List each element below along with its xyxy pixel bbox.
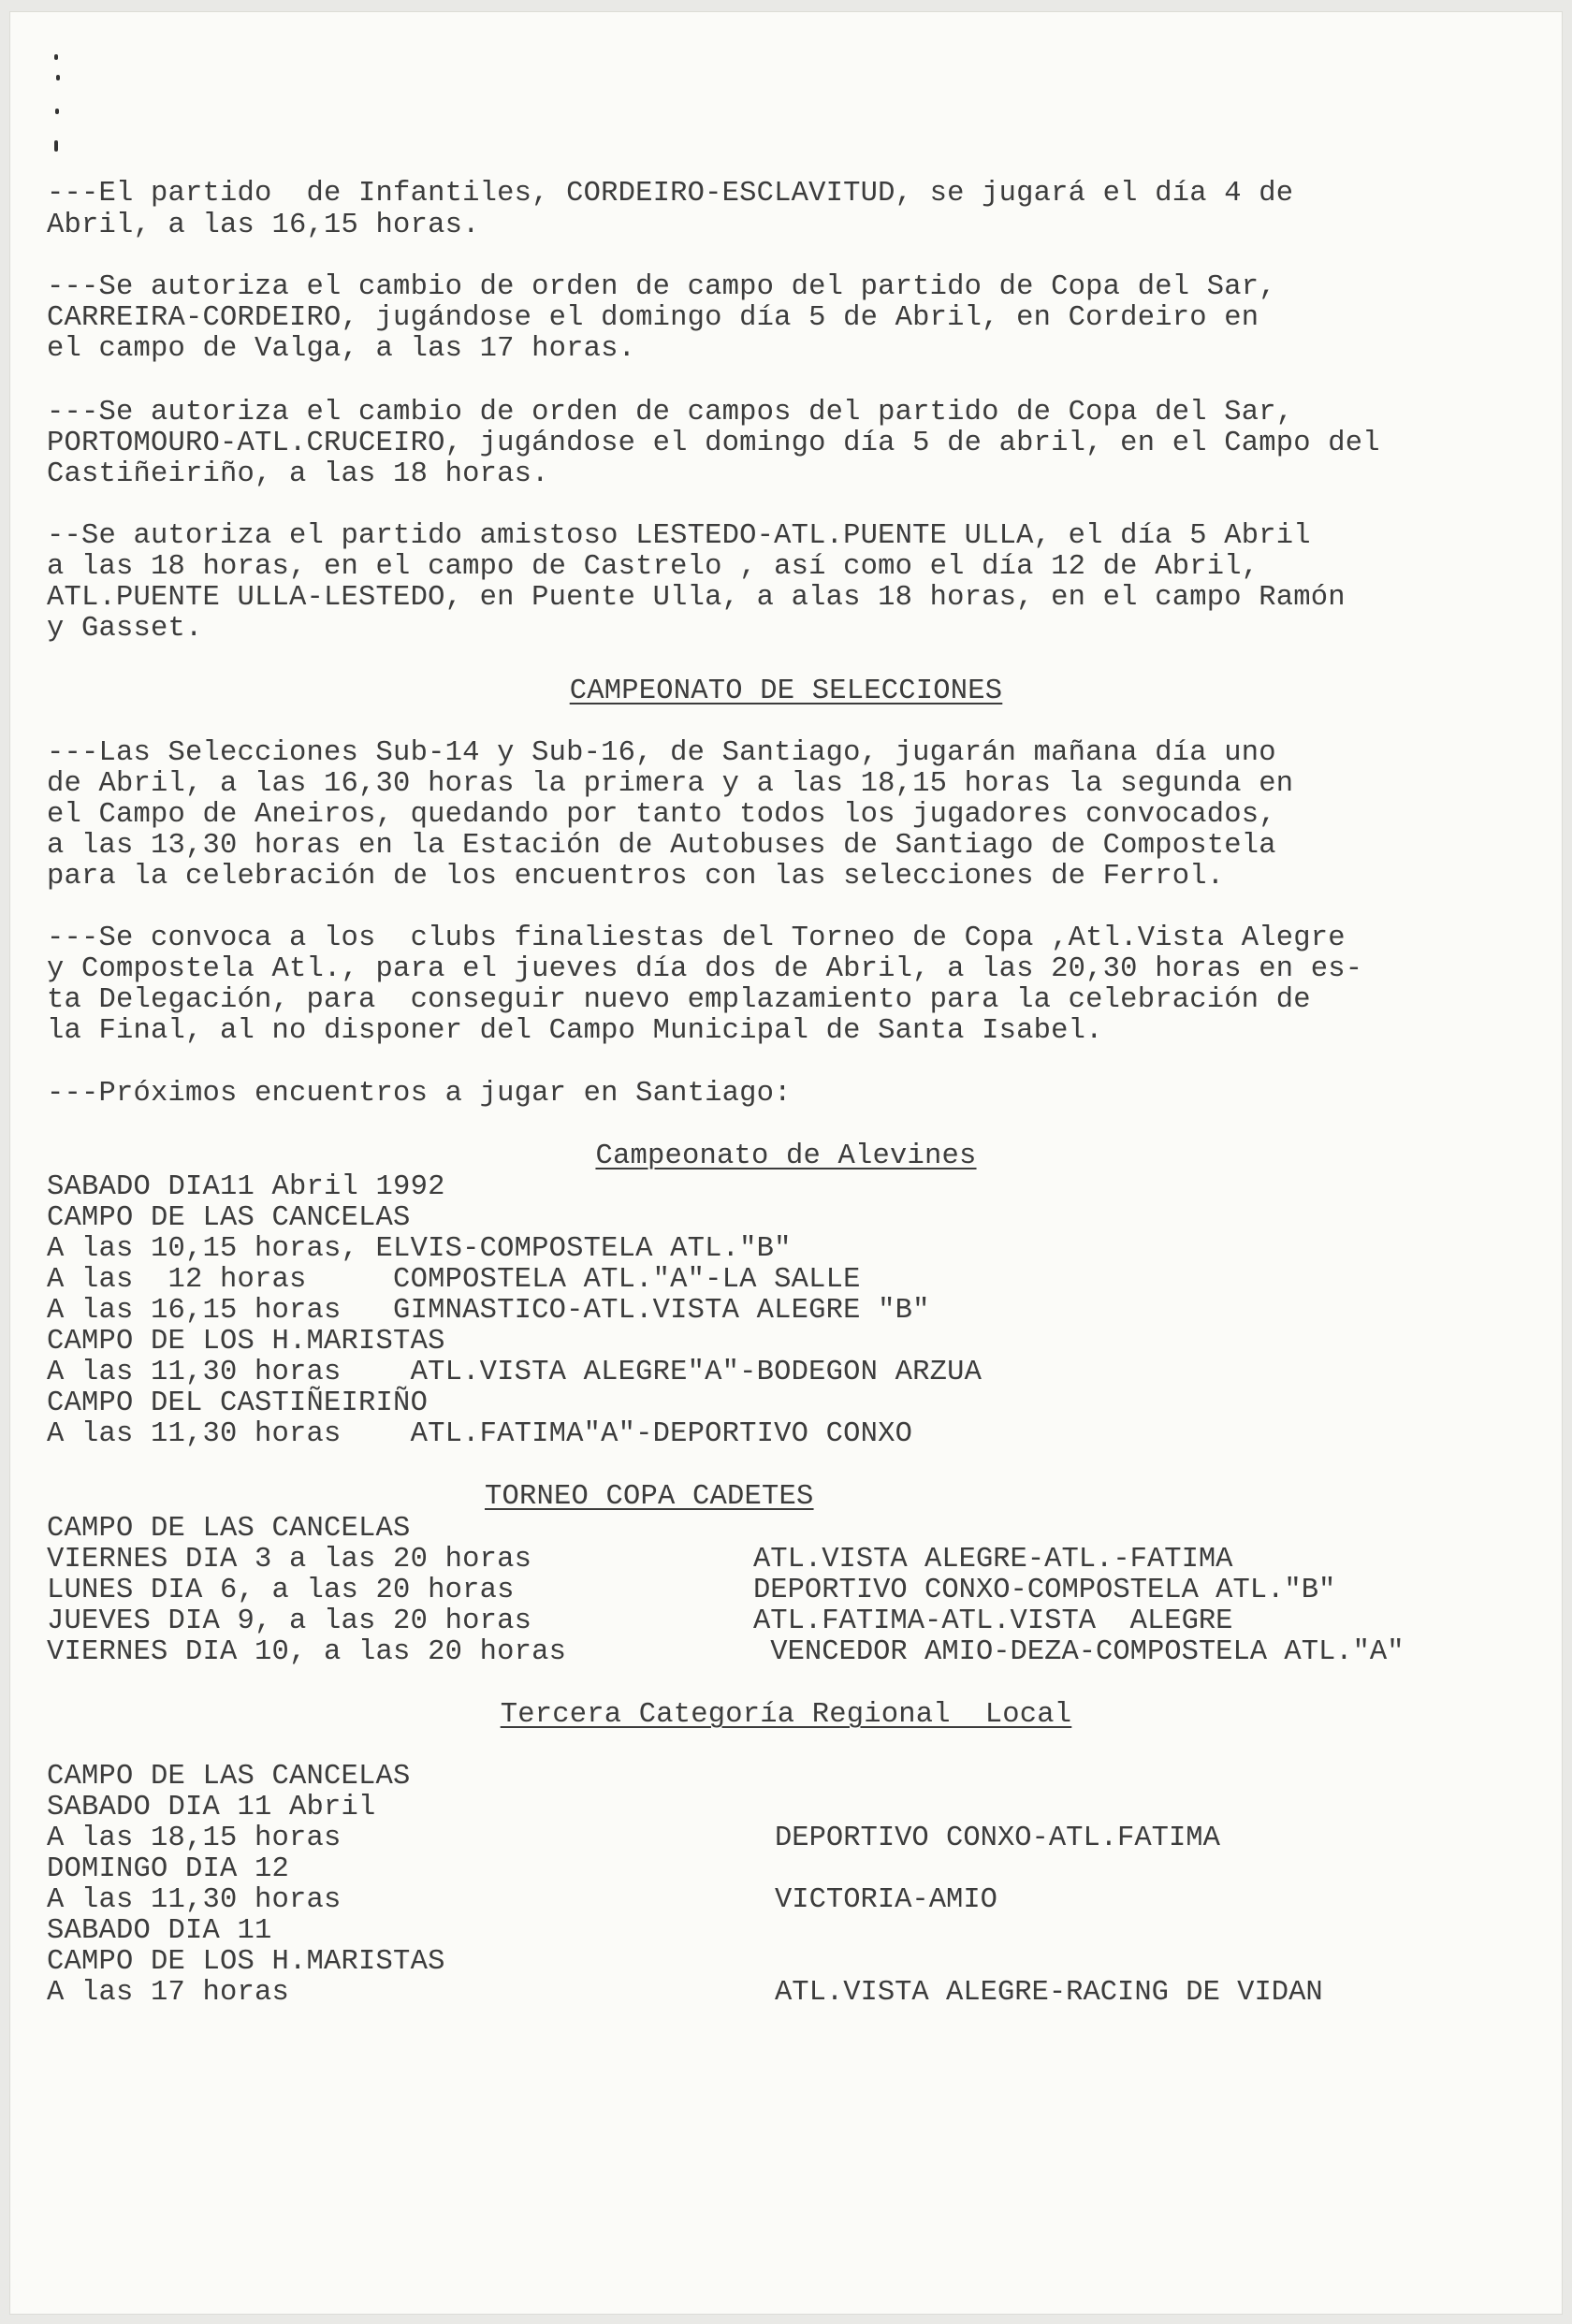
schedule-line: SABADO DIA 11 Abril [47,1792,376,1823]
schedule-line: CAMPO DE LOS H.MARISTAS [47,1946,445,1978]
text-line: PORTOMOURO-ATL.CRUCEIRO, jugándose el domingo día 5 de abril, en el Campo del [47,428,1380,459]
schedule-line: CAMPO DE LAS CANCELAS [47,1513,411,1545]
schedule-match: DEPORTIVO CONXO-ATL.FATIMA [775,1823,1220,1854]
schedule-when: JUEVES DIA 9, a las 20 horas [47,1605,532,1637]
text-line: --Se autoriza el partido amistoso LESTEDO-ATL.PUENTE ULLA, el día 5 Abril [47,520,1311,552]
text-line: el campo de Valga, a las 17 horas. [47,333,636,365]
schedule-line: A las 11,30 horas [47,1884,342,1916]
schedule-line: A las 11,30 horas ATL.FATIMA"A"-DEPORTIVO CONXO [47,1418,913,1450]
schedule-line: SABADO DIA11 Abril 1992 [47,1171,445,1203]
text-line: ---Se convoca a los clubs finaliestas del Torneo de Copa ,Atl.Vista Alegre [47,922,1346,954]
schedule-when: VIERNES DIA 3 a las 20 horas [47,1544,532,1576]
schedule-line: A las 11,30 horas ATL.VISTA ALEGRE"A"-BODEGON ARZUA [47,1357,982,1388]
text-line: Castiñeiriño, a las 18 horas. [47,458,549,490]
schedule-line: DOMINGO DIA 12 [47,1853,290,1885]
section-heading-tercera: Tercera Categoría Regional Local [500,1699,1072,1731]
text-line: ---El partido de Infantiles, CORDEIRO-ESCLAVITUD, se jugará el día 4 de [47,178,1294,210]
schedule-match: ATL.VISTA ALEGRE-ATL.-FATIMA [753,1544,1233,1576]
schedule-when: VIERNES DIA 10, a las 20 horas [47,1636,567,1668]
text-line: ---Se autoriza el cambio de orden de campos del partido de Copa del Sar, [47,397,1294,428]
text-line: y Compostela Atl., para el jueves día dos de Abril, a las 20,30 horas en es- [47,953,1363,985]
schedule-match: ATL.FATIMA-ATL.VISTA ALEGRE [753,1605,1233,1637]
text-line: ---Las Selecciones Sub-14 y Sub-16, de Santiago, jugarán mañana día uno [47,737,1276,769]
text-line: de Abril, a las 16,30 horas la primera y a las 18,15 horas la segunda en [47,768,1294,800]
text-line: ATL.PUENTE ULLA-LESTEDO, en Puente Ulla, a alas 18 horas, en el campo Ramón [47,582,1346,614]
section-heading-cadetes: TORNEO COPA CADETES [485,1481,814,1513]
section-heading-alevines: Campeonato de Alevines [595,1140,977,1172]
text-line: CARREIRA-CORDEIRO, jugándose el domingo día 5 de Abril, en Cordeiro en [47,302,1259,334]
text-line: a las 13,30 horas en la Estación de Autobuses de Santiago de Compostela [47,830,1276,862]
schedule-line: CAMPO DE LOS H.MARISTAS [47,1326,445,1358]
section-heading-selecciones: CAMPEONATO DE SELECCIONES [569,675,1003,707]
schedule-line: A las 18,15 horas [47,1823,342,1854]
schedule-line: CAMPO DE LAS CANCELAS [47,1202,411,1234]
text-line: el Campo de Aneiros, quedando por tanto todos los jugadores convocados, [47,799,1276,831]
schedule-line: CAMPO DE LAS CANCELAS [47,1761,411,1793]
text-line: a las 18 horas, en el campo de Castrelo , así como el día 12 de Abril, [47,551,1259,583]
text-line: Abril, a las 16,15 horas. [47,210,480,241]
schedule-match: VICTORIA-AMIO [775,1884,997,1916]
text-line: para la celebración de los encuentros con las selecciones de Ferrol. [47,861,1225,893]
schedule-line: A las 16,15 horas GIMNASTICO-ATL.VISTA ALEGRE "B" [47,1295,930,1327]
text-line: la Final, al no disponer del Campo Municipal de Santa Isabel. [47,1015,1103,1047]
schedule-line: SABADO DIA 11 [47,1915,272,1947]
text-line: ta Delegación, para conseguir nuevo emplazamiento para la celebración de [47,984,1311,1016]
text-line: ---Próximos encuentros a jugar en Santiago: [47,1078,792,1110]
schedule-line: CAMPO DEL CASTIÑEIRIÑO [47,1387,429,1419]
schedule-match: DEPORTIVO CONXO-COMPOSTELA ATL."B" [753,1575,1336,1606]
text-line: ---Se autoriza el cambio de orden de campo del partido de Copa del Sar, [47,271,1276,303]
text-line: y Gasset. [47,613,203,645]
schedule-match: VENCEDOR AMIO-DEZA-COMPOSTELA ATL."A" [753,1636,1405,1668]
schedule-line: A las 10,15 horas, ELVIS-COMPOSTELA ATL."B" [47,1233,792,1265]
schedule-line: A las 17 horas [47,1977,290,2009]
margin-marks [54,54,66,157]
schedule-when: LUNES DIA 6, a las 20 horas [47,1575,515,1606]
schedule-match: ATL.VISTA ALEGRE-RACING DE VIDAN [775,1977,1323,2009]
schedule-line: A las 12 horas COMPOSTELA ATL."A"-LA SALLE [47,1264,861,1296]
